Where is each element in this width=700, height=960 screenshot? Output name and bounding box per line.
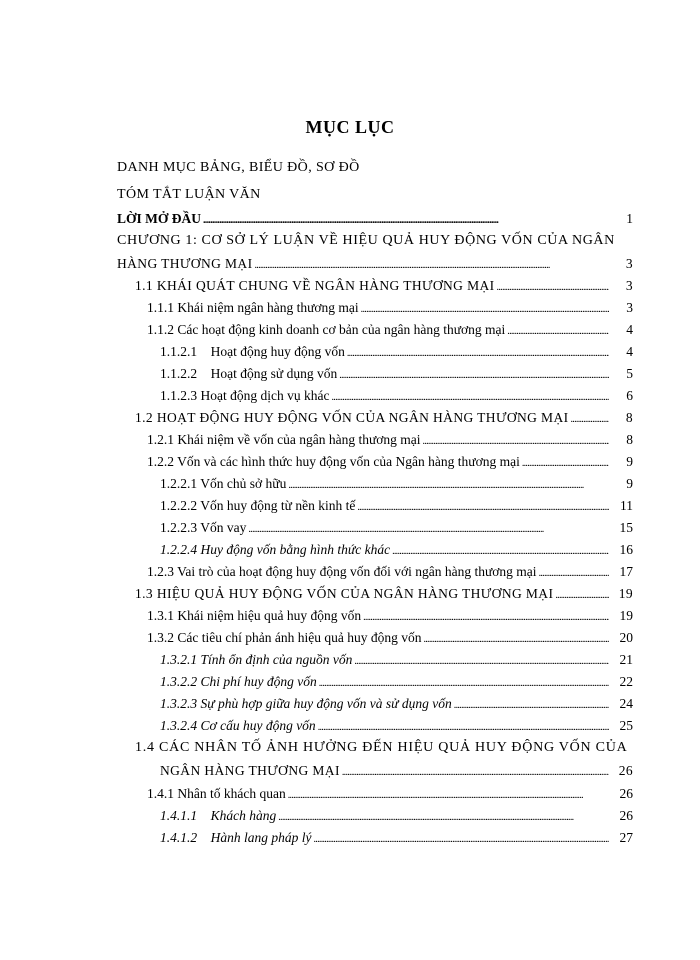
toc-entry-label: 1.2.2.3 Vốn vay bbox=[160, 520, 247, 535]
toc-entry[interactable] bbox=[160, 520, 633, 538]
toc-entry-page: 8 bbox=[625, 410, 633, 425]
dot-leader bbox=[571, 414, 610, 425]
toc-entry[interactable] bbox=[147, 630, 633, 648]
dot-leader bbox=[339, 370, 609, 381]
toc-entry-section14[interactable] bbox=[160, 763, 633, 781]
toc-entry-label: NGÂN HÀNG THƯƠNG MẠI bbox=[160, 763, 340, 778]
toc-entry[interactable] bbox=[147, 454, 633, 472]
toc-entry-label: 1.2.2.1 Vốn chủ sở hữu bbox=[160, 476, 287, 491]
toc-entry-page: 9 bbox=[626, 454, 633, 469]
toc-entry-label: 1.2 HOẠT ĐỘNG HUY ĐỘNG VỐN CỦA NGÂN HÀNG THƯƠNG MẠI bbox=[135, 410, 569, 425]
toc-entry-chapter1[interactable] bbox=[117, 256, 633, 274]
toc-entry[interactable] bbox=[147, 564, 633, 582]
section14-title-line1[interactable]: 1.4 CÁC NHÂN TỐ ẢNH HƯỞNG ĐẾN HIỆU QUẢ HUY ĐỘNG VỐN CỦA bbox=[135, 740, 628, 755]
dot-leader bbox=[361, 304, 609, 315]
toc-entry-page: 19 bbox=[618, 586, 633, 601]
dot-leader bbox=[423, 634, 609, 645]
toc-entry[interactable] bbox=[160, 388, 633, 406]
toc-entry-page: 25 bbox=[619, 718, 633, 733]
list-of-tables-entry[interactable]: DANH MỤC BẢNG, BIỂU ĐỒ, SƠ ĐỒ bbox=[117, 160, 360, 175]
toc-entry-page: 8 bbox=[626, 432, 633, 447]
toc-entry[interactable] bbox=[160, 542, 633, 560]
toc-entry-label: 1.3.2.1 Tính ổn định của nguồn vốn bbox=[160, 652, 353, 667]
toc-entry-label: 1.2.2.2 Vốn huy động từ nền kinh tế bbox=[160, 498, 356, 513]
toc-entry-label: 1.2.2 Vốn và các hình thức huy động vốn của Ngân hàng thương mại bbox=[147, 454, 520, 469]
toc-entry[interactable] bbox=[147, 786, 633, 804]
toc-entry-page: 4 bbox=[626, 322, 633, 337]
toc-entry-page: 3 bbox=[625, 278, 633, 293]
toc-entry-page: 11 bbox=[620, 498, 633, 513]
summary-entry[interactable]: TÓM TẮT LUẬN VĂN bbox=[117, 187, 261, 202]
toc-entry[interactable] bbox=[160, 808, 633, 826]
dot-leader bbox=[203, 215, 609, 226]
toc-entry[interactable] bbox=[160, 696, 633, 714]
toc-entry-label: 1.1.1 Khái niệm ngân hàng thương mại bbox=[147, 300, 359, 315]
toc-entry-label: 1.3.2.2 Chi phí huy động vốn bbox=[160, 674, 317, 689]
toc-title: MỤC LỤC bbox=[305, 117, 395, 137]
toc-entry[interactable] bbox=[160, 498, 633, 516]
toc-entry-page: 9 bbox=[626, 476, 633, 491]
dot-leader bbox=[357, 502, 609, 513]
toc-entry-page: 21 bbox=[619, 652, 633, 667]
toc-entry-label: HÀNG THƯƠNG MẠI bbox=[117, 256, 253, 271]
dot-leader bbox=[278, 812, 609, 823]
toc-entry[interactable] bbox=[160, 344, 633, 362]
toc-entry-page: 3 bbox=[625, 256, 633, 271]
toc-entry-label: 1.3.2.3 Sự phù hợp giữa huy động vốn và sử dụng vốn bbox=[160, 696, 452, 711]
dot-leader bbox=[507, 326, 609, 337]
toc-entry-label: 1.3 HIỆU QUẢ HUY ĐỘNG VỐN CỦA NGÂN HÀNG THƯƠNG MẠI bbox=[135, 586, 554, 601]
dot-leader bbox=[522, 458, 609, 469]
toc-entry-label: 1.2.2.4 Huy động vốn bằng hình thức khác bbox=[160, 542, 391, 557]
toc-entry-label: 1.3.2 Các tiêu chí phản ánh hiệu quả huy động vốn bbox=[147, 630, 422, 645]
toc-entry-page: 16 bbox=[619, 542, 633, 557]
dot-leader bbox=[314, 834, 610, 845]
toc-entry[interactable] bbox=[135, 410, 633, 428]
toc-entry-label: 1.4.1 Nhân tố khách quan bbox=[147, 786, 286, 801]
toc-entry[interactable] bbox=[147, 322, 633, 340]
toc-entry[interactable] bbox=[160, 652, 633, 670]
toc-entry-label: 1.2.1 Khái niệm về vốn của ngân hàng thương mại bbox=[147, 432, 421, 447]
toc-entry-page: 26 bbox=[618, 763, 633, 778]
toc-entry[interactable] bbox=[135, 586, 633, 604]
dot-leader bbox=[254, 260, 609, 271]
toc-entry-label: 1.4.1.2 Hành lang pháp lý bbox=[160, 830, 312, 845]
toc-entry-page: 4 bbox=[626, 344, 633, 359]
toc-entry-page: 20 bbox=[619, 630, 633, 645]
toc-entry-label: LỜI MỞ ĐẦU bbox=[117, 211, 201, 226]
toc-entry[interactable] bbox=[147, 432, 633, 450]
dot-leader bbox=[354, 656, 609, 667]
dot-leader bbox=[318, 722, 609, 733]
toc-entry[interactable] bbox=[160, 674, 633, 692]
toc-entry-page: 17 bbox=[619, 564, 633, 579]
toc-entry-page: 27 bbox=[619, 830, 633, 845]
toc-entry[interactable] bbox=[160, 718, 633, 736]
toc-entry[interactable] bbox=[147, 300, 633, 318]
toc-entry-page: 24 bbox=[619, 696, 633, 711]
toc-entry-label: 1.3.1 Khái niệm hiệu quả huy động vốn bbox=[147, 608, 362, 623]
toc-entry-page: 19 bbox=[619, 608, 633, 623]
toc-entry[interactable] bbox=[160, 830, 633, 848]
toc-entry[interactable] bbox=[135, 278, 633, 296]
toc-entry-label: 1.1.2.1 Hoạt động huy động vốn bbox=[160, 344, 345, 359]
toc-entry-label: 1.4.1.1 Khách hàng bbox=[160, 808, 277, 823]
toc-entry[interactable] bbox=[147, 608, 633, 626]
toc-entry-page: 22 bbox=[619, 674, 633, 689]
chapter1-title-line1[interactable]: CHƯƠNG 1: CƠ SỞ LÝ LUẬN VỀ HIỆU QUẢ HUY ĐỘNG VỐN CỦA NGÂN bbox=[117, 233, 615, 248]
toc-entry-label: 1.3.2.4 Cơ cấu huy động vốn bbox=[160, 718, 316, 733]
dot-leader bbox=[331, 392, 609, 403]
dot-leader bbox=[248, 524, 609, 535]
toc-entry-label: 1.1 KHÁI QUÁT CHUNG VỀ NGÂN HÀNG THƯƠNG MẠI bbox=[135, 278, 495, 293]
dot-leader bbox=[347, 348, 609, 359]
toc-entry-label: 1.1.2 Các hoạt động kinh doanh cơ bản của ngân hàng thương mại bbox=[147, 322, 506, 337]
toc-entry-label: 1.2.3 Vai trò của hoạt động huy động vốn đối với ngân hàng thương mại bbox=[147, 564, 537, 579]
toc-entry-page: 1 bbox=[626, 211, 633, 226]
dot-leader bbox=[288, 790, 609, 801]
dot-leader bbox=[363, 612, 609, 623]
toc-entry-page: 15 bbox=[619, 520, 633, 535]
toc-entry-intro[interactable] bbox=[117, 211, 633, 229]
dot-leader bbox=[454, 700, 609, 711]
dot-leader bbox=[342, 767, 609, 778]
dot-leader bbox=[497, 282, 609, 293]
dot-leader bbox=[555, 590, 609, 601]
toc-entry[interactable] bbox=[160, 366, 633, 384]
dot-leader bbox=[319, 678, 609, 689]
dot-leader bbox=[392, 546, 609, 557]
toc-entry-page: 26 bbox=[619, 786, 633, 801]
dot-leader bbox=[288, 480, 609, 491]
toc-entry-page: 6 bbox=[626, 388, 633, 403]
toc-entry-label: 1.1.2.2 Hoạt động sử dụng vốn bbox=[160, 366, 338, 381]
toc-entry-page: 5 bbox=[626, 366, 633, 381]
toc-entry[interactable] bbox=[160, 476, 633, 494]
toc-entry-label: 1.1.2.3 Hoạt động dịch vụ khác bbox=[160, 388, 330, 403]
dot-leader bbox=[423, 436, 609, 447]
toc-entry-page: 3 bbox=[626, 300, 633, 315]
dot-leader bbox=[539, 568, 609, 579]
toc-entry-page: 26 bbox=[619, 808, 633, 823]
